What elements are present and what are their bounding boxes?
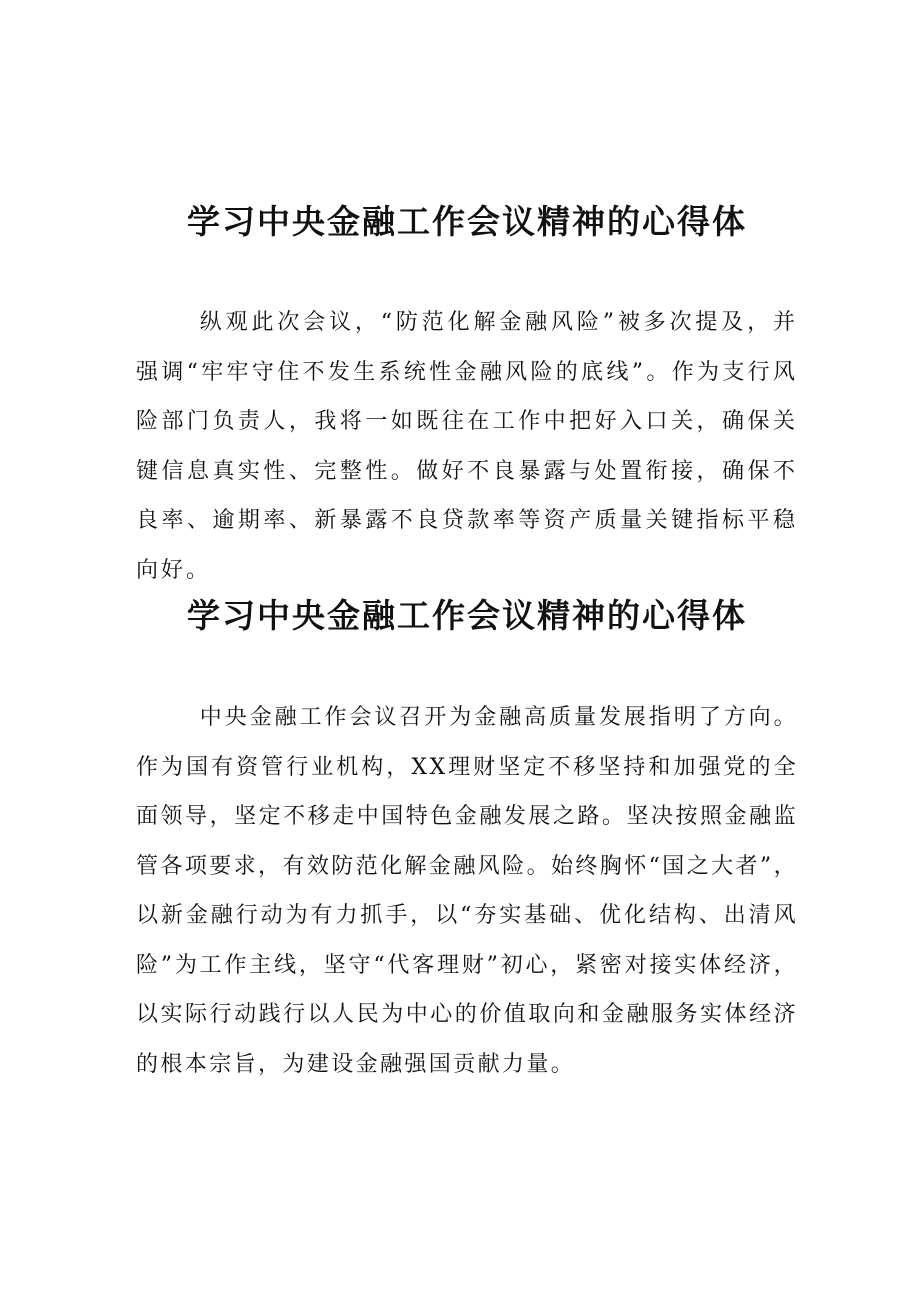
section-paragraph: 纵观此次会议，“防范化解金融风险”被多次提及，并强调“牢牢守住不发生系统性金融风险的底线”。作为支行风险部门负责人，我将一如既往在工作中把好入口关，确保关键信息真实性、完整性。做好不良暴露与处置衔接，确保不良率、逾期率、新暴露不良贷款率等资产质量关键指标平稳向好。 <box>136 310 798 583</box>
section-2 <box>136 590 798 1089</box>
section-1 <box>136 196 798 595</box>
section-paragraph: 中央金融工作会议召开为金融高质量发展指明了方向。作为国有资管行业机构，XX理财坚定不移坚持和加强党的全面领导，坚定不移走中国特色金融发展之路。坚决按照金融监管各项要求，有效防范化解金融风险。始终胸怀“国之大者”，以新金融行动为有力抓手，以“夯实基础、优化结构、出清风险”为工作主线，坚守“代客理财”初心，紧密对接实体经济，以实际行动践行以人民为中心的价值取向和金融服务实体经济的根本宗旨，为建设金融强国贡献力量。 <box>136 705 798 1077</box>
section-title: 学习中央金融工作会议精神的心得体 <box>187 202 747 241</box>
section-title: 学习中央金融工作会议精神的心得体 <box>187 596 747 635</box>
